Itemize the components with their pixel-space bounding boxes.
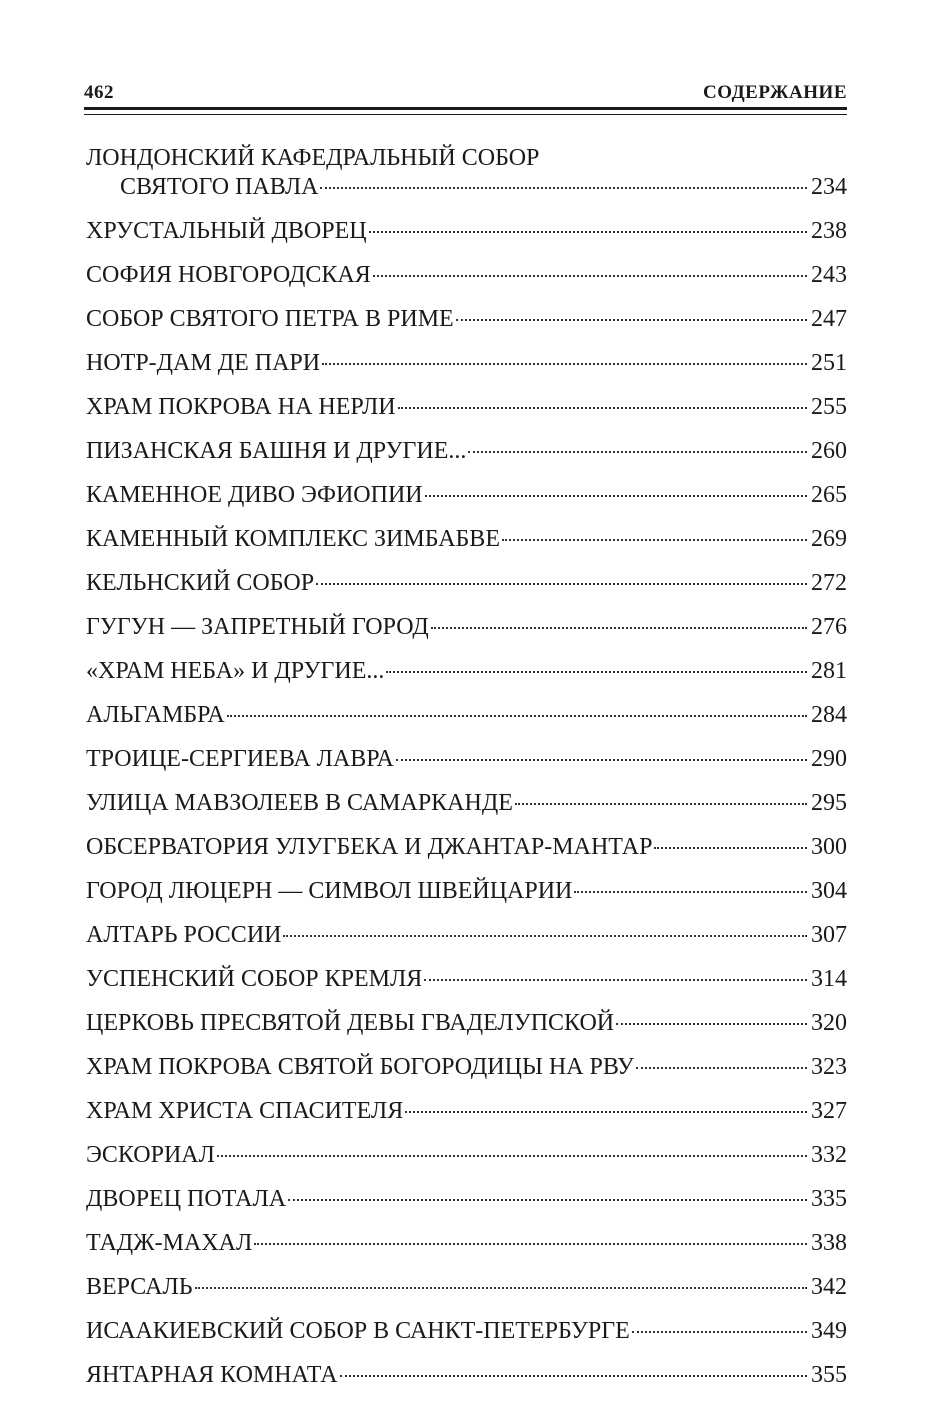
toc-entry-line bbox=[86, 217, 847, 246]
toc-entry-page-number: 255 bbox=[811, 394, 847, 420]
toc-entry-title: ТРОИЦЕ-СЕРГИЕВА ЛАВРА bbox=[86, 746, 394, 772]
dot-leader bbox=[616, 1023, 807, 1025]
toc-entry-title: ИСААКИЕВСКИЙ СОБОР В САНКТ-ПЕТЕРБУРГЕ bbox=[86, 1318, 630, 1344]
toc-entry-page-number: 300 bbox=[811, 834, 847, 860]
toc-entry-title: АЛТАРЬ РОССИИ bbox=[86, 922, 282, 948]
dot-leader bbox=[320, 187, 807, 189]
toc-entry-page-number: 349 bbox=[811, 1318, 847, 1344]
dot-leader bbox=[574, 891, 807, 893]
toc-entry-page-number: 251 bbox=[811, 350, 847, 376]
toc-entry-title: «ХРАМ НЕБА» И ДРУГИЕ... bbox=[86, 658, 385, 684]
toc-entry-page-number: 295 bbox=[811, 790, 847, 816]
toc-entry-line bbox=[86, 833, 847, 862]
toc-entry-line bbox=[86, 789, 847, 818]
toc-entry-page-number: 314 bbox=[811, 966, 847, 992]
dot-leader bbox=[654, 847, 807, 849]
toc-entry bbox=[86, 1009, 847, 1038]
dot-leader bbox=[254, 1243, 807, 1245]
dot-leader bbox=[217, 1155, 807, 1157]
toc-entry-line bbox=[86, 1317, 847, 1346]
toc-entry-page-number: 342 bbox=[811, 1274, 847, 1300]
section-title: СОДЕРЖАНИЕ bbox=[703, 82, 847, 103]
toc-entry bbox=[86, 144, 847, 202]
dot-leader bbox=[425, 495, 807, 497]
dot-leader bbox=[316, 583, 807, 585]
toc-entry bbox=[86, 437, 847, 466]
toc-entry bbox=[86, 745, 847, 774]
dot-leader bbox=[405, 1111, 807, 1113]
toc-entry-line bbox=[86, 657, 847, 686]
toc-entry-page-number: 320 bbox=[811, 1010, 847, 1036]
toc-entry-line bbox=[86, 1053, 847, 1082]
toc-entry-line bbox=[86, 921, 847, 950]
toc-entry-title: ХРАМ ХРИСТА СПАСИТЕЛЯ bbox=[86, 1098, 404, 1124]
toc-entry bbox=[86, 261, 847, 290]
toc-entry-page-number: 234 bbox=[811, 174, 847, 200]
toc-entry-page-number: 243 bbox=[811, 262, 847, 288]
toc-entry-title: ОБСЕРВАТОРИЯ УЛУГБЕКА И ДЖАНТАР-МАНТАР bbox=[86, 834, 653, 860]
toc-entry-title: КЕЛЬНСКИЙ СОБОР bbox=[86, 570, 315, 596]
toc-entry-page-number: 265 bbox=[811, 482, 847, 508]
dot-leader bbox=[369, 231, 807, 233]
toc-entry bbox=[86, 1317, 847, 1346]
toc-entry-title: ДВОРЕЦ ПОТАЛА bbox=[86, 1186, 287, 1212]
dot-leader bbox=[468, 451, 807, 453]
toc-entry-page-number: 335 bbox=[811, 1186, 847, 1212]
toc-entry bbox=[86, 701, 847, 730]
toc-entry-line bbox=[86, 437, 847, 466]
toc-entry-title: ЦЕРКОВЬ ПРЕСВЯТОЙ ДЕВЫ ГВАДЕЛУПСКОЙ bbox=[86, 1010, 615, 1036]
toc-entry bbox=[86, 217, 847, 246]
toc-entry bbox=[86, 833, 847, 862]
dot-leader bbox=[386, 671, 807, 673]
dot-leader bbox=[373, 275, 807, 277]
dot-leader bbox=[632, 1331, 807, 1333]
toc-entry-line bbox=[86, 305, 847, 334]
toc-entry bbox=[86, 1053, 847, 1082]
running-head bbox=[84, 74, 847, 104]
toc-entry-page-number: 272 bbox=[811, 570, 847, 596]
toc-entry-title: ХРАМ ПОКРОВА СВЯТОЙ БОГОРОДИЦЫ НА РВУ bbox=[86, 1054, 634, 1080]
toc-entry-line bbox=[86, 1361, 847, 1390]
toc-entry bbox=[86, 789, 847, 818]
toc-entry-page-number: 247 bbox=[811, 306, 847, 332]
dot-leader bbox=[636, 1067, 807, 1069]
toc-entry-title: ХРУСТАЛЬНЫЙ ДВОРЕЦ bbox=[86, 218, 367, 244]
dot-leader bbox=[288, 1199, 807, 1201]
toc-entry-page-number: 327 bbox=[811, 1098, 847, 1124]
toc-entry-page-number: 269 bbox=[811, 526, 847, 552]
toc-entry-line bbox=[86, 1229, 847, 1258]
toc-entry-line bbox=[86, 1009, 847, 1038]
toc-entry-line bbox=[86, 349, 847, 378]
toc-entry bbox=[86, 349, 847, 378]
toc-entry-title-line1: ЛОНДОНСКИЙ КАФЕДРАЛЬНЫЙ СОБОР bbox=[86, 145, 540, 171]
toc-entry-line bbox=[86, 393, 847, 422]
header-rule-thin bbox=[84, 114, 847, 115]
toc-entry-page-number: 355 bbox=[811, 1362, 847, 1388]
toc-entry-page-number: 281 bbox=[811, 658, 847, 684]
toc-entry bbox=[86, 393, 847, 422]
header-rule-thick bbox=[84, 107, 847, 110]
toc-entry-line bbox=[86, 569, 847, 598]
toc-entry bbox=[86, 305, 847, 334]
toc-entry-line bbox=[86, 701, 847, 730]
toc-entry-title: ГУГУН — ЗАПРЕТНЫЙ ГОРОД bbox=[86, 614, 429, 640]
toc-entry-line bbox=[86, 1097, 847, 1126]
dot-leader bbox=[515, 803, 807, 805]
toc-entry bbox=[86, 569, 847, 598]
toc-entry bbox=[86, 481, 847, 510]
toc-entry-title: ВЕРСАЛЬ bbox=[86, 1274, 193, 1300]
toc-entry-title: КАМЕННЫЙ КОМПЛЕКС ЗИМБАБВЕ bbox=[86, 526, 500, 552]
toc-entry-page-number: 338 bbox=[811, 1230, 847, 1256]
dot-leader bbox=[227, 715, 807, 717]
toc-entry bbox=[86, 1273, 847, 1302]
toc-entry-title: ГОРОД ЛЮЦЕРН — СИМВОЛ ШВЕЙЦАРИИ bbox=[86, 878, 573, 904]
page-number: 462 bbox=[84, 82, 114, 103]
toc-entry bbox=[86, 877, 847, 906]
dot-leader bbox=[340, 1375, 807, 1377]
toc-entry-title: ХРАМ ПОКРОВА НА НЕРЛИ bbox=[86, 394, 396, 420]
toc-entry-page-number: 332 bbox=[811, 1142, 847, 1168]
toc-entry-line bbox=[86, 745, 847, 774]
toc-entry bbox=[86, 1229, 847, 1258]
dot-leader bbox=[396, 759, 807, 761]
toc-entry bbox=[86, 613, 847, 642]
dot-leader bbox=[431, 627, 807, 629]
toc-entry-page-number: 304 bbox=[811, 878, 847, 904]
toc-entry-line bbox=[86, 173, 847, 202]
toc-entry-title: ТАДЖ-МАХАЛ bbox=[86, 1230, 253, 1256]
dot-leader bbox=[398, 407, 807, 409]
toc-entry-line bbox=[86, 1273, 847, 1302]
toc-entry-title: СОФИЯ НОВГОРОДСКАЯ bbox=[86, 262, 371, 288]
dot-leader bbox=[456, 319, 807, 321]
toc-entry bbox=[86, 1097, 847, 1126]
toc-entry-title: НОТР-ДАМ ДЕ ПАРИ bbox=[86, 350, 321, 376]
dot-leader bbox=[283, 935, 807, 937]
toc-entry-page-number: 307 bbox=[811, 922, 847, 948]
toc-entry-title: ЯНТАРНАЯ КОМНАТА bbox=[86, 1362, 338, 1388]
toc-entry-title: УСПЕНСКИЙ СОБОР КРЕМЛЯ bbox=[86, 966, 423, 992]
toc-entry-page-number: 290 bbox=[811, 746, 847, 772]
toc-entry-page-number: 260 bbox=[811, 438, 847, 464]
dot-leader bbox=[502, 539, 807, 541]
toc-entry-line bbox=[86, 1141, 847, 1170]
toc-entry-page-number: 284 bbox=[811, 702, 847, 728]
toc-entry-title: УЛИЦА МАВЗОЛЕЕВ В САМАРКАНДЕ bbox=[86, 790, 513, 816]
toc-entry-line bbox=[86, 481, 847, 510]
toc-entry-title: ЭСКОРИАЛ bbox=[86, 1142, 215, 1168]
dot-leader bbox=[424, 979, 807, 981]
table-of-contents bbox=[86, 144, 847, 1405]
toc-entry bbox=[86, 965, 847, 994]
toc-entry bbox=[86, 1141, 847, 1170]
toc-entry-line bbox=[86, 525, 847, 554]
toc-entry bbox=[86, 525, 847, 554]
toc-entry bbox=[86, 1361, 847, 1390]
dot-leader bbox=[322, 363, 807, 365]
toc-entry-title: СВЯТОГО ПАВЛА bbox=[120, 174, 319, 200]
toc-entry-title: СОБОР СВЯТОГО ПЕТРА В РИМЕ bbox=[86, 306, 454, 332]
toc-entry bbox=[86, 1185, 847, 1214]
toc-entry-line bbox=[86, 613, 847, 642]
toc-entry-page-number: 323 bbox=[811, 1054, 847, 1080]
toc-entry-line bbox=[86, 965, 847, 994]
toc-entry-page-number: 276 bbox=[811, 614, 847, 640]
toc-entry-title: АЛЬГАМБРА bbox=[86, 702, 225, 728]
toc-entry-line bbox=[86, 877, 847, 906]
toc-entry-line bbox=[86, 261, 847, 290]
toc-entry-page-number: 238 bbox=[811, 218, 847, 244]
toc-entry-title: КАМЕННОЕ ДИВО ЭФИОПИИ bbox=[86, 482, 423, 508]
toc-entry-title: ПИЗАНСКАЯ БАШНЯ И ДРУГИЕ... bbox=[86, 438, 467, 464]
toc-entry-line bbox=[86, 1185, 847, 1214]
dot-leader bbox=[195, 1287, 807, 1289]
toc-entry bbox=[86, 921, 847, 950]
toc-entry bbox=[86, 657, 847, 686]
